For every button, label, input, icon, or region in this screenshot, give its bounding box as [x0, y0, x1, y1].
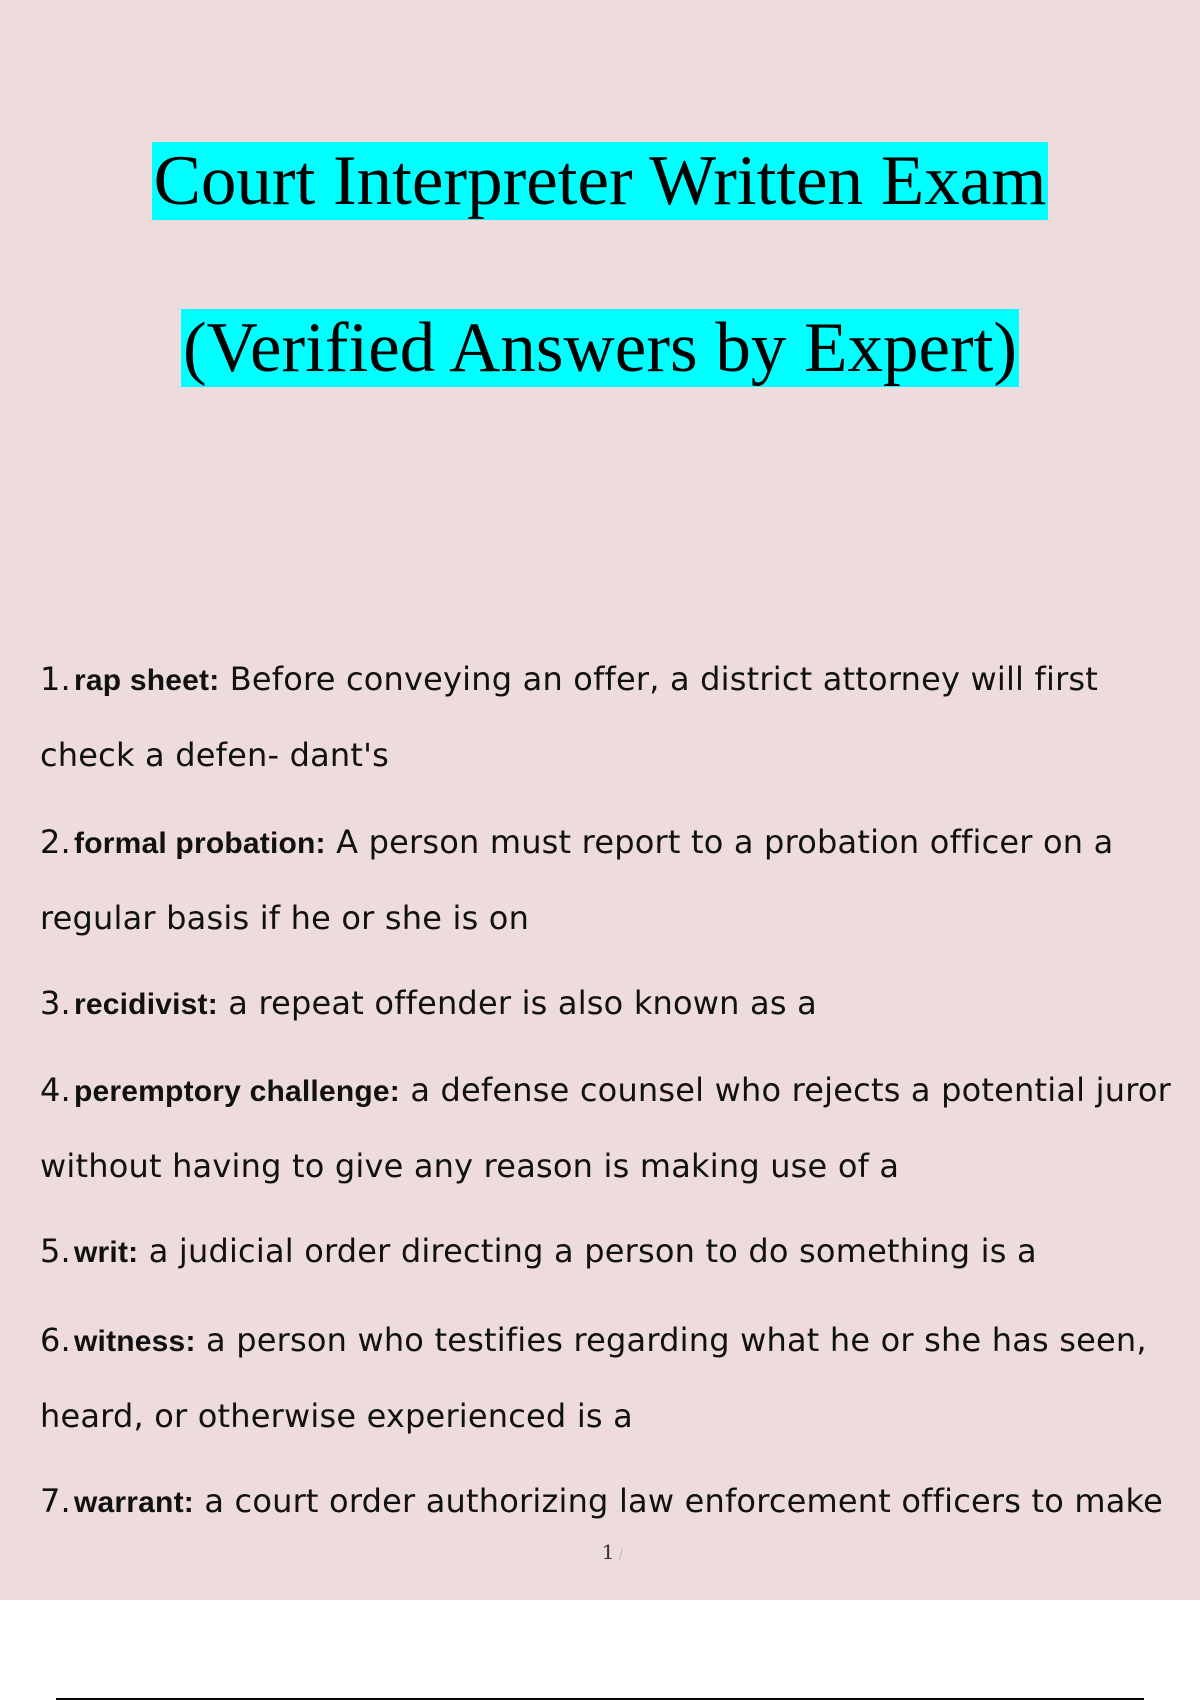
qa-item-line	[40, 805, 1200, 881]
qa-item-line	[40, 1214, 1200, 1290]
page-number-value: 1	[601, 1540, 615, 1564]
item-number: 7.	[40, 1482, 71, 1520]
item-term: warrant:	[74, 1486, 194, 1519]
title-highlight: Court Interpreter Written Exam	[153, 142, 1047, 220]
qa-item-5	[40, 1214, 1200, 1290]
item-definition: a defense counsel who rejects a potential juror	[399, 1071, 1171, 1109]
item-number: 4.	[40, 1071, 71, 1109]
item-term: peremptory challenge:	[74, 1075, 400, 1108]
item-definition: A person must report to a probation officer on a	[325, 823, 1114, 861]
item-number: 2.	[40, 823, 71, 861]
qa-item-3	[40, 966, 1200, 1042]
qa-item-line: regular basis if he or she is on	[40, 899, 530, 937]
page-number	[0, 1540, 1200, 1564]
item-definition: Before conveying an offer, a district attorney will first	[219, 660, 1099, 698]
qa-item-line	[40, 1303, 1200, 1379]
item-definition: a court order authorizing law enforcement officers to make	[193, 1482, 1164, 1520]
document-title-line-2	[0, 306, 1200, 390]
item-number: 1.	[40, 660, 71, 698]
subtitle-highlight: (Verified Answers by Expert)	[182, 309, 1017, 387]
qa-item-line: without having to give any reason is making use of a	[40, 1147, 900, 1185]
item-definition: a repeat offender is also known as a	[217, 984, 817, 1022]
qa-item-line	[40, 1464, 1200, 1540]
qa-item-line	[40, 642, 1200, 718]
item-definition: a person who testifies regarding what he or she has seen,	[195, 1321, 1147, 1359]
item-number: 5.	[40, 1232, 71, 1270]
item-term: witness:	[74, 1325, 196, 1358]
item-number: 3.	[40, 984, 71, 1022]
qa-item-4	[40, 1053, 1200, 1204]
item-term: rap sheet:	[74, 664, 220, 697]
qa-item-line	[40, 966, 1200, 1042]
qa-item-line: heard, or otherwise experienced is a	[40, 1397, 633, 1435]
item-term: recidivist:	[74, 988, 218, 1021]
qa-item-line: check a defen- dant's	[40, 736, 390, 774]
qa-item-7	[40, 1464, 1200, 1540]
qa-item-2	[40, 805, 1200, 956]
qa-item-1	[40, 642, 1200, 793]
item-term: writ:	[74, 1236, 139, 1269]
item-number: 6.	[40, 1321, 71, 1359]
item-term: formal probation:	[74, 827, 326, 860]
qa-item-line	[40, 1053, 1200, 1129]
page-number-suffix: /	[618, 1547, 624, 1563]
item-definition: a judicial order directing a person to do something is a	[138, 1232, 1037, 1270]
qa-item-6	[40, 1303, 1200, 1454]
document-title-line-1	[0, 139, 1200, 223]
